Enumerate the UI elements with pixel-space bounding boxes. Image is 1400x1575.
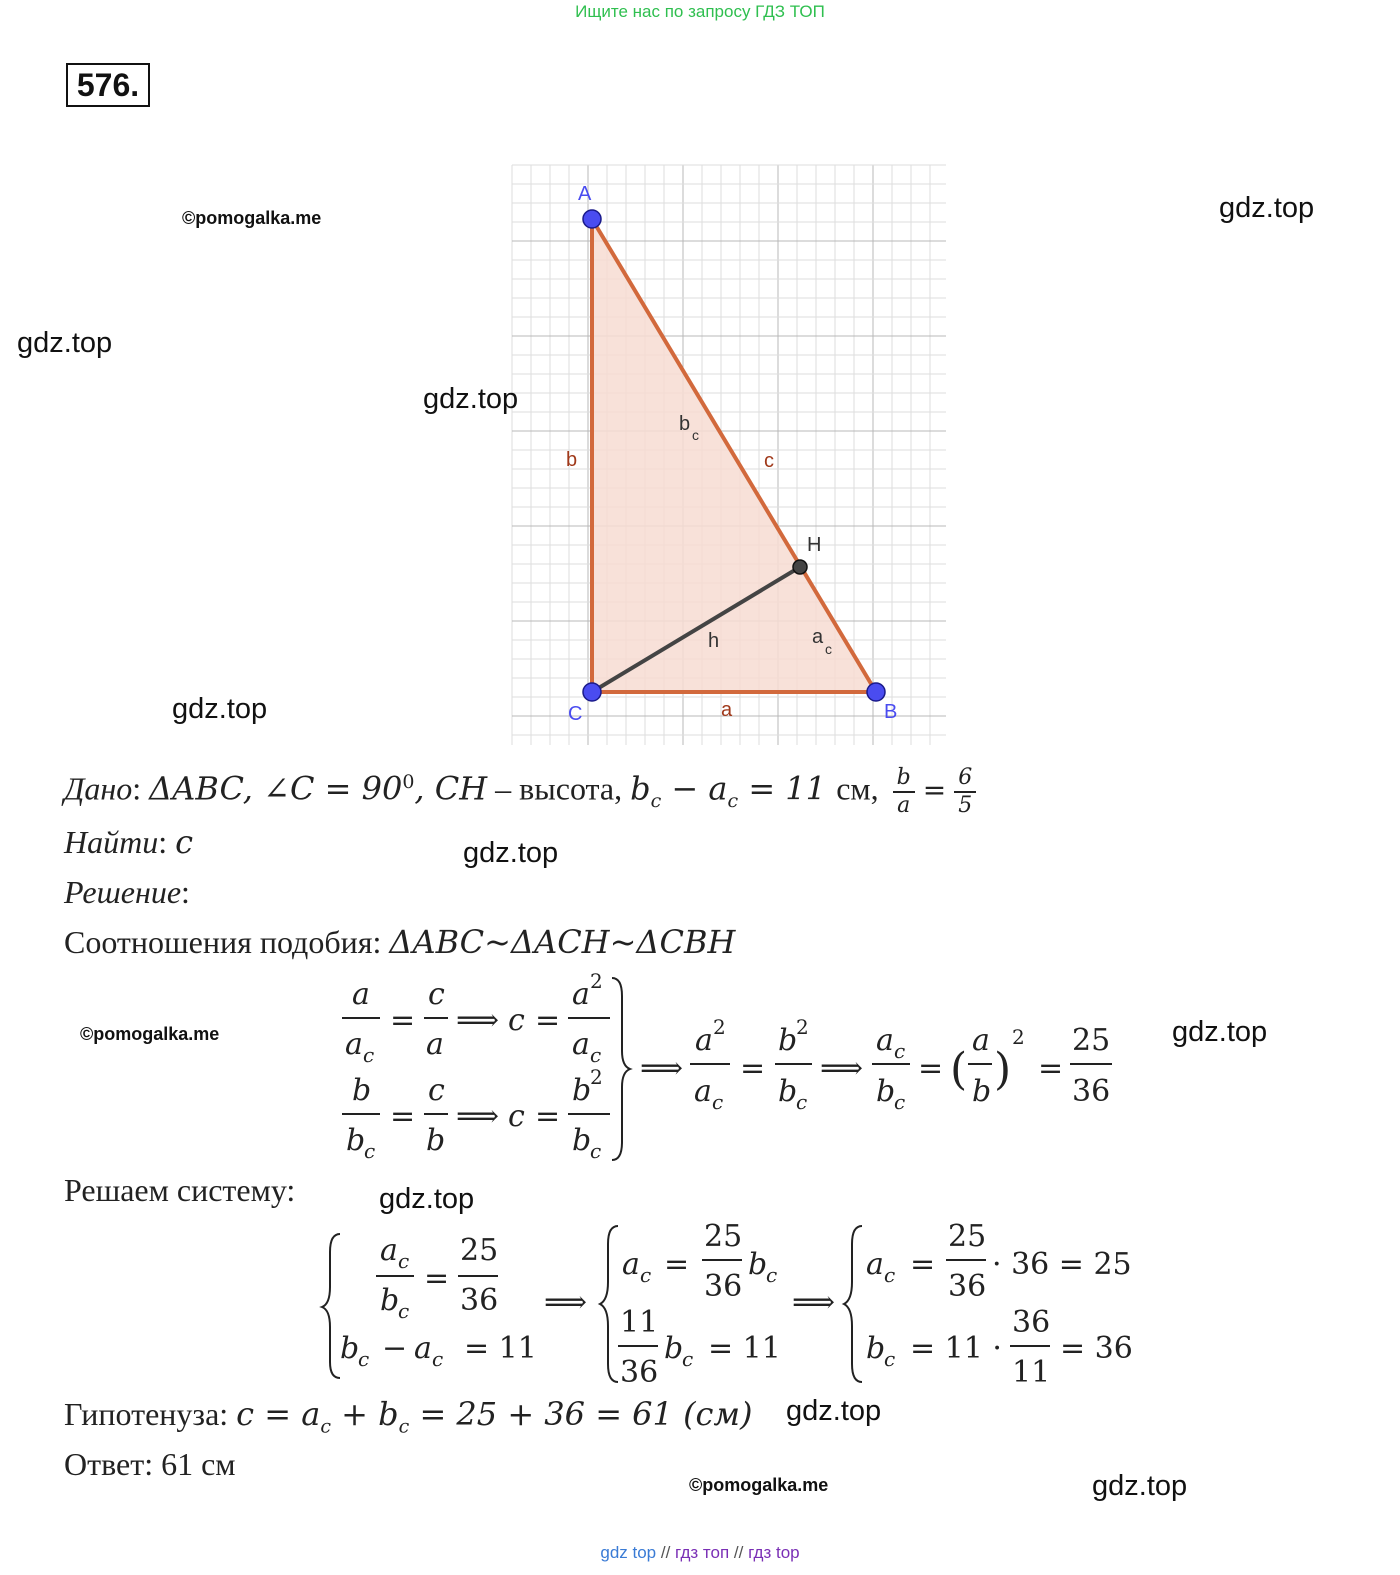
svg-text:25: 25 [460,1233,499,1268]
svg-text:(: ( [950,1044,968,1095]
svg-text:c: c [590,1139,602,1163]
svg-text:⟹: ⟹ [456,1003,500,1038]
label-A: A [578,183,592,205]
problem-number: 576. [66,63,150,107]
svg-text:2: 2 [590,969,603,993]
svg-text:a: a [572,977,590,1012]
label-bc: b [679,413,691,435]
svg-text:c: c [398,1249,410,1273]
svg-text:=: = [740,1051,766,1086]
site-watermark: gdz.top [1219,192,1315,224]
svg-text:c: c [590,1043,602,1067]
label-C: C [568,703,583,725]
similarity-line: Соотношения подобия: ΔABC~ΔACH~ΔCBH [64,923,736,961]
svg-text:c: c [884,1347,896,1371]
footer-link-1[interactable]: gdz top [600,1543,657,1562]
label-ac: a [812,626,824,648]
svg-text:36: 36 [460,1283,499,1318]
svg-text:c: c [428,1073,445,1108]
svg-text:b: b [972,1074,992,1109]
find-line: Найти: c [64,823,194,861]
svg-text:c: c [432,1347,444,1371]
svg-text:b: b [664,1331,684,1366]
svg-text:b: b [866,1331,886,1366]
system-label: Решаем систему: [64,1172,296,1208]
svg-text:2: 2 [590,1065,603,1089]
svg-text:=: = [918,1051,944,1086]
label-B: B [884,701,898,723]
svg-text:a: a [426,1027,444,1062]
promo-banner[interactable]: Ищите нас по запросу ГДЗ ТОП [575,2,825,21]
svg-text:36: 36 [1072,1074,1111,1109]
svg-text:25: 25 [704,1219,743,1254]
given-label: Дано [64,770,133,807]
svg-text:a: a [345,1027,363,1062]
solution-label: Решение: [64,874,190,910]
svg-text:= 36: = 36 [1060,1331,1133,1366]
svg-text:· 36 = 25: · 36 = 25 [992,1247,1132,1282]
svg-text:b: b [778,1023,798,1058]
svg-text:36: 36 [704,1269,743,1304]
svg-text:c: c [508,1003,525,1038]
given-line: Дано: ΔABC, ∠C = $90^0$, CH – высота, $b_c - a_c = 11$ см, $\frac{b}{a}$ = $\frac{6}{5}$ [64,762,976,821]
site-watermark: gdz.top [1172,1016,1268,1048]
svg-text:2: 2 [713,1015,726,1039]
footer-link-2[interactable]: гдз топ [675,1543,730,1562]
svg-text:a: a [694,1074,712,1109]
footer-links: gdz top // гдз топ // гдз top [600,1543,800,1562]
svg-text:25: 25 [948,1219,987,1254]
svg-text:b: b [572,1123,592,1158]
svg-text:c: c [398,1299,410,1323]
svg-text:⟹: ⟹ [456,1099,500,1134]
svg-text:b: b [572,1073,592,1108]
svg-text:): ) [994,1044,1012,1095]
svg-text:b: b [346,1123,366,1158]
svg-text:a: a [972,1023,990,1058]
svg-text:=: = [424,1261,450,1296]
label-c: c [764,450,774,472]
svg-text:c: c [508,1099,525,1134]
svg-text:c: c [640,1263,652,1287]
svg-text:a: a [572,1027,590,1062]
svg-text:11: 11 [620,1305,659,1340]
answer-line: Ответ: 61 см [64,1446,236,1482]
copyright-watermark: ©pomogalka.me [689,1475,829,1495]
svg-text:a: a [695,1023,713,1058]
triangle-figure [0,0,1400,760]
svg-text:=: = [535,1099,561,1134]
svg-text:c: c [428,977,445,1012]
svg-text:b: b [778,1074,798,1109]
svg-text:= 11: = 11 [464,1331,537,1366]
svg-text:⟹: ⟹ [792,1285,836,1320]
svg-text:c: c [884,1263,896,1287]
label-h: h [708,630,720,652]
svg-text:⟹: ⟹ [544,1285,588,1320]
svg-text:=: = [1038,1051,1064,1086]
point-h [793,560,807,574]
label-ac-sub: c [825,641,832,657]
svg-text:b: b [748,1247,768,1282]
svg-text:a: a [622,1247,640,1282]
svg-text:a: a [876,1023,894,1058]
svg-text:b: b [340,1331,360,1366]
system-derivation [318,1212,1148,1392]
site-watermark: gdz.top [786,1395,882,1427]
svg-text:b: b [876,1074,896,1109]
svg-text:=: = [390,1003,416,1038]
svg-text:36: 36 [620,1355,659,1390]
svg-text:2: 2 [1012,1025,1025,1049]
svg-text:a: a [414,1331,432,1366]
svg-text:c: c [358,1347,370,1371]
vertex-a-point [583,210,601,228]
svg-text:−: − [382,1331,408,1366]
svg-text:a: a [352,977,370,1012]
label-bc-sub: c [692,427,699,443]
svg-text:=: = [390,1099,416,1134]
svg-text:25: 25 [1072,1023,1111,1058]
svg-text:2: 2 [796,1015,809,1039]
svg-text:36: 36 [1012,1305,1051,1340]
copyright-watermark: ©pomogalka.me [80,1024,220,1044]
label-a: a [721,699,733,721]
svg-text:b: b [352,1073,372,1108]
svg-text:=: = [535,1003,561,1038]
svg-text:b: b [380,1283,400,1318]
site-watermark: gdz.top [423,383,519,415]
svg-text:= 11: = 11 [708,1331,781,1366]
site-watermark: gdz.top [1092,1470,1188,1502]
similarity-derivation [320,966,1140,1171]
svg-text:b: b [426,1123,446,1158]
svg-text:11: 11 [1012,1355,1051,1390]
svg-text:a: a [866,1247,884,1282]
hypotenuse-line: Гипотенуза: $c = a_c + b_c = 25 + 36 = 61$ (см) [64,1395,753,1438]
svg-text:a: a [380,1233,398,1268]
svg-text:=: = [664,1247,690,1282]
svg-text:c: c [712,1090,724,1114]
label-b: b [566,449,578,471]
svg-text:c: c [796,1090,808,1114]
vertex-c-point [583,683,601,701]
svg-text:c: c [682,1347,694,1371]
svg-text:=: = [910,1247,936,1282]
svg-text:c: c [766,1263,778,1287]
site-watermark: gdz.top [463,837,559,869]
site-watermark: gdz.top [17,327,113,359]
footer-link-3[interactable]: гдз top [748,1543,800,1562]
svg-text:c: c [363,1043,375,1067]
vertex-b-point [867,683,885,701]
site-watermark: gdz.top [379,1183,475,1215]
svg-text:c: c [894,1090,906,1114]
svg-text:= 11 ·: = 11 · [910,1331,1002,1366]
site-watermark: gdz.top [172,693,268,725]
svg-text:⟹: ⟹ [820,1051,864,1086]
svg-text:c: c [364,1139,376,1163]
copyright-watermark: ©pomogalka.me [182,208,322,228]
svg-text:36: 36 [948,1269,987,1304]
svg-text:⟹: ⟹ [640,1051,684,1086]
svg-text:c: c [894,1039,906,1063]
label-H: H [807,534,822,556]
